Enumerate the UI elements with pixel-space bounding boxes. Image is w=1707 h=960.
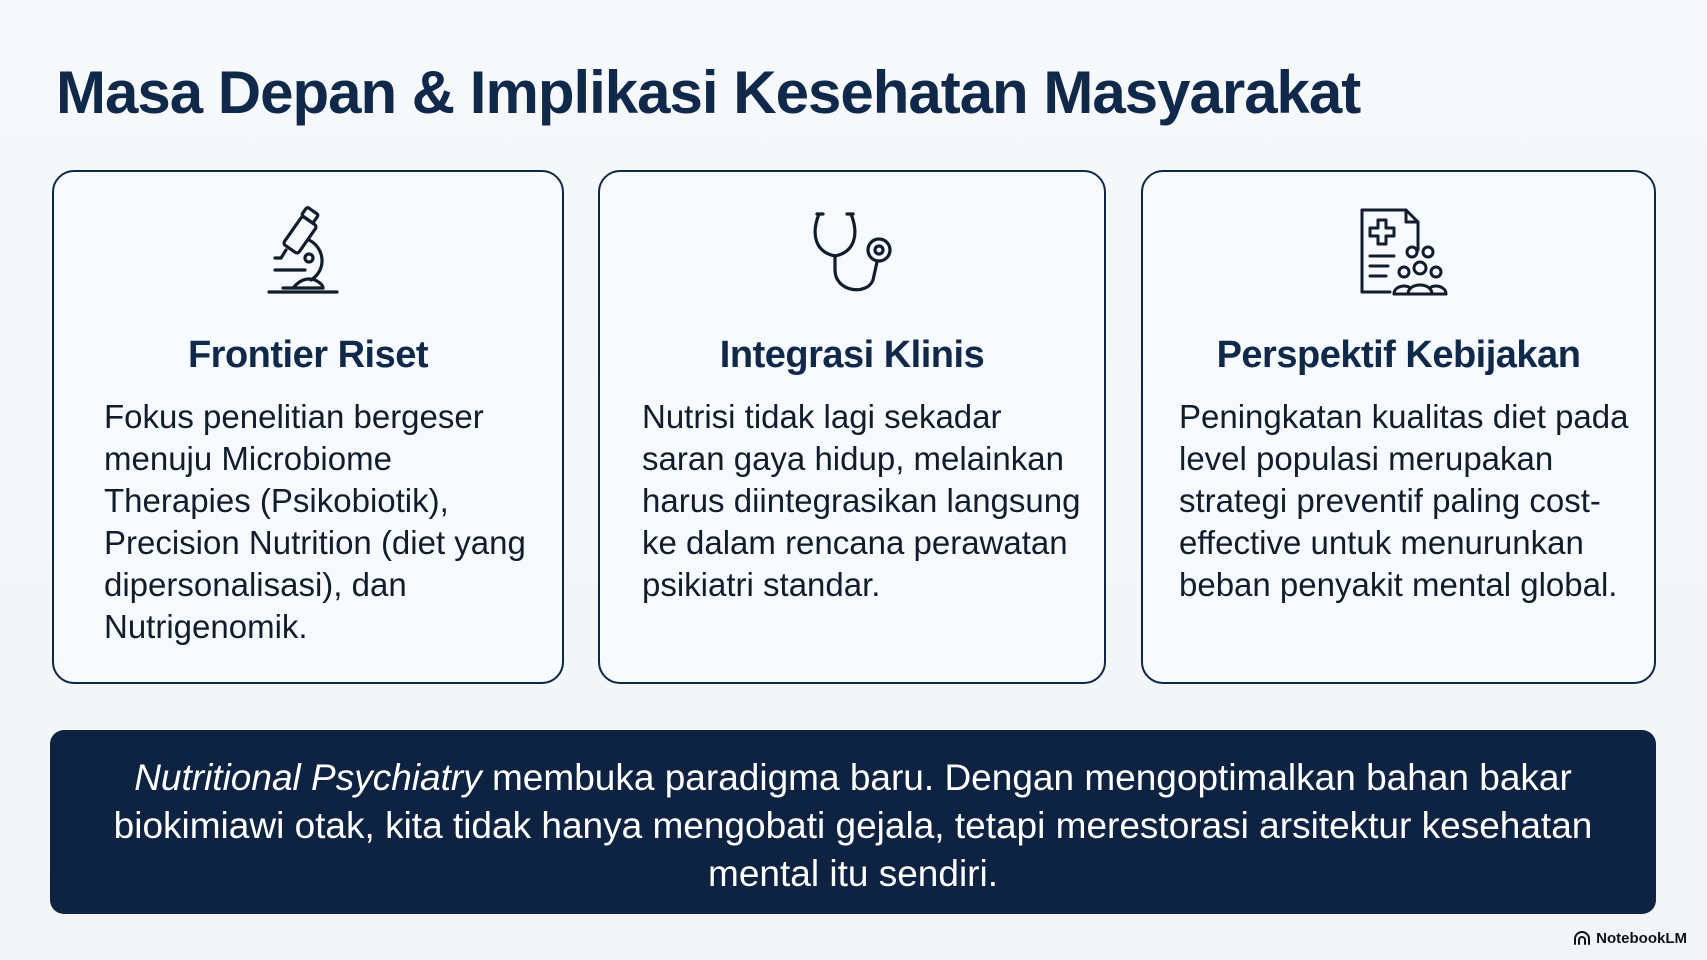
card-row: [52, 170, 1656, 688]
card-body: Peningkatan kualitas diet pada level populasi merupakan strategi preventif paling cost-effective untuk menurunkan beban penyakit mental global.: [1179, 398, 1629, 603]
card-integrasi-klinis: [598, 170, 1106, 684]
notebooklm-logo-icon: [1573, 931, 1591, 945]
conclusion-banner: [50, 730, 1656, 914]
microscope-icon: [253, 200, 363, 310]
brand-name: NotebookLM: [1596, 929, 1687, 947]
card-body: Nutrisi tidak lagi sekadar saran gaya hidup, melainkan harus diintegrasikan langsung ke dalam rencana perawatan psikiatri standar.: [642, 398, 1081, 603]
medical-report-population-icon: [1344, 200, 1454, 310]
brand-watermark: [1573, 926, 1687, 950]
card-body: Fokus penelitian bergeser menuju Microbiome Therapies (Psikobiotik), Precision Nutrition (diet yang dipersonalisasi), dan Nutrigenomik.: [104, 398, 526, 645]
card-title: Integrasi Klinis: [719, 334, 985, 376]
banner-text: membuka paradigma baru. Dengan mengoptimalkan bahan bakar biokimiawi otak, kita tidak hanya mengobati gejala, tetapi merestorasi arsitektur kesehatan mental itu sendiri.: [113, 757, 1593, 894]
card-frontier-riset: [52, 170, 564, 684]
card-title: Perspektif Kebijakan: [1216, 334, 1581, 376]
card-perspektif-kebijakan: [1141, 170, 1656, 684]
slide-title: Masa Depan & Implikasi Kesehatan Masyarakat: [56, 59, 1361, 126]
card-title: Frontier Riset: [187, 334, 429, 376]
banner-emphasis: Nutritional Psychiatry: [134, 757, 482, 798]
stethoscope-icon: [797, 200, 907, 310]
